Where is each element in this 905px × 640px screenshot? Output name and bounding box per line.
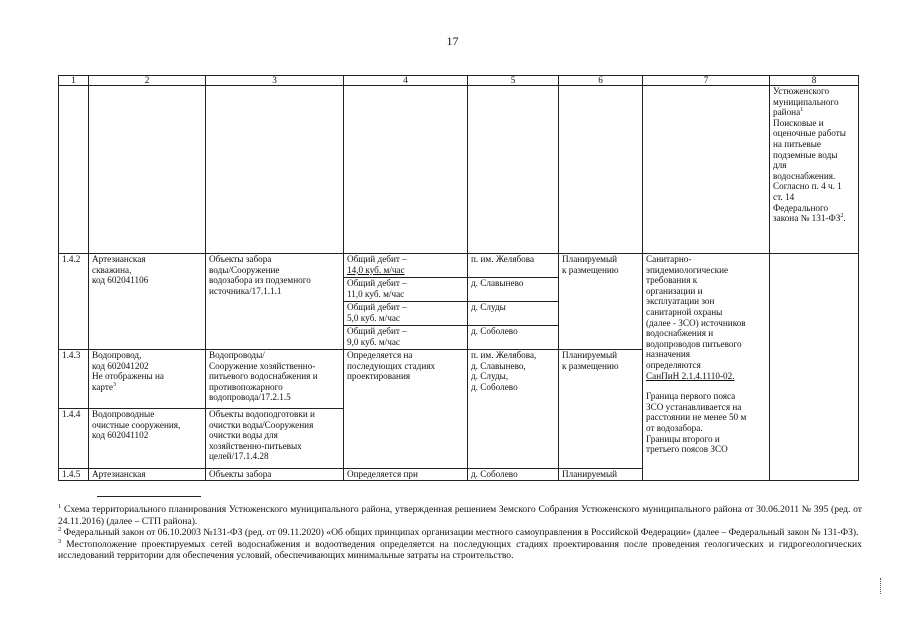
header-cell: 6 — [559, 76, 643, 86]
footnote — [58, 539, 862, 562]
text-line: назначения — [646, 349, 691, 360]
text-line: к размещению — [562, 264, 619, 275]
text-line: водоснабжения и — [646, 328, 714, 339]
footnote-mark: 3 — [58, 537, 62, 545]
text-line: эксплуатации зон — [646, 296, 715, 307]
text-line: 9,0 куб. м/час — [347, 336, 400, 347]
parameters-cell — [344, 350, 468, 469]
place-cell: п. им. Желябова — [468, 254, 559, 278]
text-line: проектирования — [347, 371, 411, 382]
object-type-cell — [206, 254, 344, 350]
header-cell: 7 — [643, 76, 770, 86]
text-line: определяются — [646, 359, 701, 370]
text-line: СанПиН 2.1.4.1110-02. — [646, 370, 735, 381]
empty-cell — [206, 86, 344, 254]
text-line: организации и — [646, 285, 703, 296]
object-type-cell — [206, 409, 344, 469]
text-line: Объекты забора — [209, 254, 272, 264]
text-line: третьего поясов ЗСО — [646, 444, 728, 455]
header-cell: 3 — [206, 76, 344, 86]
text-line: санитарной охраны — [646, 306, 723, 317]
object-type-cell — [206, 350, 344, 409]
empty-cell — [89, 86, 206, 254]
column-number-header — [59, 76, 859, 86]
basis-line: для — [773, 160, 787, 171]
text-line: код 602041202 — [92, 360, 149, 371]
text-line: от водозабора. — [646, 422, 703, 433]
empty-cell — [59, 86, 89, 254]
header-cell: 1 — [59, 76, 89, 86]
text-line: скважина, — [92, 264, 132, 275]
text-line: код 602041106 — [92, 275, 149, 286]
basis-line: Устюженского — [773, 86, 830, 96]
row-number: 1.4.5 — [59, 469, 89, 481]
object-name-cell — [89, 254, 206, 350]
text-line: очистки воды для — [209, 430, 278, 441]
footnote-text: Местоположение проектируемых сетей водоснабжения и водоотведения определяется на последующих стадиях проектирования после проведения геологических и гидрогеологических исследований территории для обеспечения условий, обеспечивающих минимальные затраты на строительство. — [58, 538, 862, 562]
footnote-text: Схема территориального планирования Устюженского муниципального района, утвержденная решением Земского Собрания Устюженского муниципального района от 30.06.2011 № 395 (ред. от 24.11.2016) (далее – СТП района). — [58, 504, 862, 527]
text-line: ЗСО устанавливается на — [646, 401, 742, 412]
basis-line: Поисковые и — [773, 117, 824, 128]
text-line: Объекты водоподготовки и — [209, 409, 315, 419]
text-line: д. Соболево — [471, 381, 518, 392]
text-line: целей/17.1.4.28 — [209, 451, 269, 462]
text-line: Водопровод, — [92, 350, 142, 360]
scan-edge-mark — [880, 578, 883, 594]
text-line: очистные сооружения, — [92, 419, 181, 430]
footnote-mark: 2 — [58, 526, 62, 533]
empty-cell — [643, 86, 770, 254]
header-cell: 4 — [344, 76, 468, 86]
place-cell: д. Славынево — [468, 278, 559, 302]
text-line: Санитарно- — [646, 254, 692, 264]
debit-cell — [344, 278, 468, 302]
text-line: расстоянии не менее 50 м — [646, 412, 747, 423]
debit-cell — [344, 326, 468, 350]
text-line: Общий дебит – — [347, 326, 407, 336]
text-line: Планируемый — [562, 350, 618, 360]
text-line: Общий дебит – — [347, 254, 407, 264]
basis-line: района$^1$ — [773, 107, 804, 118]
object-name-cell — [89, 350, 206, 409]
status-cell — [559, 254, 643, 350]
basis-line: водоснабжения. — [773, 170, 836, 181]
basis-line: Согласно п. 4 ч. 1 — [773, 181, 842, 192]
parameters-cell: Определяется при — [344, 469, 468, 481]
empty-cell — [770, 254, 859, 481]
footnote-ref: 2 — [840, 213, 844, 220]
place-cell: д. Соболево — [468, 469, 559, 481]
header-cell: 5 — [468, 76, 559, 86]
place-cell: д. Соболево — [468, 326, 559, 350]
text-line: воды/Сооружение — [209, 264, 280, 275]
text-line: (далее - ЗСО) источников — [646, 317, 746, 328]
text-line: Границы второго и — [646, 433, 720, 444]
header-cell: 2 — [89, 76, 206, 86]
footnote — [58, 527, 862, 539]
text-line: к размещению — [562, 360, 619, 371]
text-line: очистки воды/Сооружения — [209, 419, 314, 430]
planning-table — [58, 75, 859, 481]
text-line: последующих стадиях — [347, 360, 436, 371]
text-line: эпидемиологические — [646, 264, 729, 275]
basis-line: подземные воды — [773, 149, 838, 160]
basis-line: оценочные работы — [773, 128, 846, 139]
footnotes — [58, 504, 862, 562]
object-name-cell: Артезианская — [89, 469, 206, 481]
text-line: хозяйственно-питьевых — [209, 440, 302, 451]
basis-line: муниципального — [773, 96, 839, 107]
status-cell: Планируемый — [559, 469, 643, 481]
basis-line: закона № $131-ФЗ^2$. — [773, 213, 846, 224]
object-type-cell: Объекты забора — [206, 469, 344, 481]
text-line: 14,0 куб. м/час — [347, 264, 405, 275]
text-line: питьевого водоснабжения и — [209, 371, 318, 382]
footnote — [58, 504, 862, 527]
text-line: источника/17.1.1.1 — [209, 285, 282, 296]
text-line: Водопроводные — [92, 409, 155, 419]
text-line: Не отображены на — [92, 371, 165, 382]
text-line: д. Слуды, — [471, 371, 509, 382]
text-line: Определяется на — [347, 350, 413, 360]
text-line — [646, 381, 766, 391]
text-line: д. Славынево, — [471, 360, 526, 371]
object-name-cell — [89, 409, 206, 469]
footnote-ref: 3 — [112, 381, 116, 388]
text-line: Общий дебит – — [347, 278, 407, 288]
text-line: Сооружение хозяйственно- — [209, 360, 316, 371]
text-line: Граница первого пояса — [646, 391, 736, 402]
text-line: п. им. Желябова, — [471, 350, 537, 360]
text-line: карте$^3$ — [92, 381, 116, 392]
footnote-mark: 1 — [58, 502, 62, 510]
row-number: 1.4.2 — [59, 254, 89, 350]
header-cell: 8 — [770, 76, 859, 86]
row-number: 1.4.3 — [59, 350, 89, 409]
status-cell — [559, 350, 643, 469]
footnote-text: Федеральный закон от 06.10.2003 №131-ФЗ (ред. от 09.11.2020) «Об общих принципах организации местного самоуправления в Российской Федерации» (далее – Федеральный закон № 131-ФЗ). — [63, 527, 859, 539]
footnote-ref: 1 — [800, 107, 804, 114]
basis-cell — [770, 86, 859, 254]
row-number: 1.4.4 — [59, 409, 89, 469]
footnote-separator — [97, 496, 201, 497]
text-line: Планируемый — [562, 254, 618, 264]
place-cell — [468, 350, 559, 469]
text-line: Водопроводы/ — [209, 350, 265, 360]
empty-cell — [468, 86, 559, 254]
debit-cell — [344, 254, 468, 278]
text-line: Артезианская — [92, 254, 146, 264]
basis-line: Федерального — [773, 202, 829, 213]
text-line: 5,0 куб. м/час — [347, 312, 400, 323]
text-line: водопровода/17.2.1.5 — [209, 392, 291, 403]
debit-cell — [344, 302, 468, 326]
text-line: противопожарного — [209, 381, 283, 392]
empty-cell — [344, 86, 468, 254]
place-cell: д. Слуды — [468, 302, 559, 326]
page-number: 17 — [446, 34, 459, 48]
text-line: код 602041102 — [92, 430, 149, 441]
basis-line: на питьевые — [773, 138, 821, 149]
text-line: водопроводов питьевого — [646, 338, 742, 349]
text-line: Общий дебит – — [347, 302, 407, 312]
text-line: требования к — [646, 275, 698, 286]
empty-cell — [559, 86, 643, 254]
table-row — [59, 254, 859, 278]
basis-line: ст. 14 — [773, 191, 795, 202]
text-line: 11,0 куб. м/час — [347, 288, 405, 299]
table-row — [59, 86, 859, 254]
requirements-cell — [643, 254, 770, 481]
text-line: водозабора из подземного — [209, 275, 311, 286]
